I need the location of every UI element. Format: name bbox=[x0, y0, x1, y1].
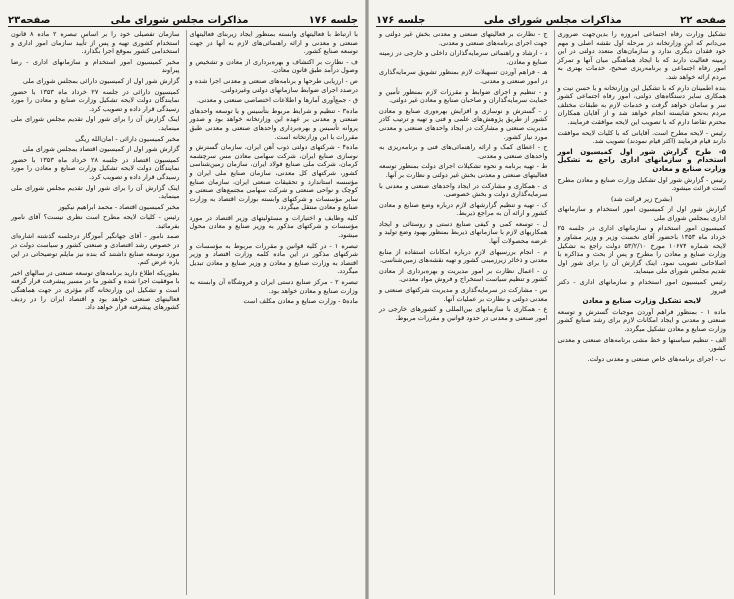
paragraph: س - مشارکت در سرمایه‌گذاری و مدیریت شرکتهای صنعتی و معدنی دولتی و نظارت بر عملیات آنها. bbox=[379, 286, 548, 303]
paragraph: ز - گسترش و نوسازی و افزایش بهره‌وری صنایع و معادن کشور از طریق پژوهش‌های علمی و فنی و تهیه و ترتیب کادر مدیریت صنعتی و مشارکت در ایجاد واحدهای صنعتی و معدنی مورد نیاز کشور. bbox=[379, 106, 548, 141]
paragraph: کمیسیون اقتصاد در جلسه ۲۸ خرداد ماه ۱۳۵۳ با حضور نمایندگان دولت لایحه تشکیل وزارت صنایع و معادن را مورد رسیدگی قرار داده و تصویب کرد. bbox=[11, 155, 180, 181]
paragraph: ماده۵ - وزارت صنایع و معادن مکلف است bbox=[243, 297, 358, 306]
paragraph: سازمان تفصیلی خود را بر اساس تبصره ۲ ماده ۸ قانون استخدام کشوری تهیه و پس از تأیید سازمان امور اداری و استخدامی کشور بموقع اجرا بگذارد. bbox=[11, 30, 180, 56]
paragraph: گزارش شور اول از کمیسیون اقتصاد بمجلس شورای ملی bbox=[22, 145, 180, 154]
left-page-column bbox=[186, 30, 359, 595]
left-page-header bbox=[8, 8, 358, 27]
paragraph: لایحه تشکیل وزارت صنایع و معادن bbox=[582, 297, 702, 306]
paragraph: د - ارشاد و راهنمائی سرمایه‌گذاران داخلی و خارجی در زمینه صنایع و معادن. bbox=[379, 49, 548, 66]
right-page bbox=[368, 0, 734, 599]
paragraph: ط - تهیه برنامه و نحوه تشکیلات اجرای دولت بمنظور توسعه فعالیتهای صنعتی و معدنی بخش غیر دولتی و نظارت بر آنها. bbox=[379, 162, 548, 179]
right-page-columns bbox=[376, 30, 726, 595]
paragraph: ص - ارزیابی طرحها و برنامه‌های صنعتی و معدنی اجرا شده و درصدد اجرای ضوابط سازمانهای دولتی وغیردولتی. bbox=[189, 76, 358, 94]
right-page-number: صفحه ۲۲ bbox=[680, 15, 726, 26]
paragraph: ب - اجرای برنامه‌های خاص صنعتی و معدنی دولت. bbox=[587, 354, 726, 363]
paragraph: تبصره ۲ - مرکز صنایع دستی ایران و فروشگاه آن وابسته به وزارت صنایع و معادن خواهد بود. bbox=[189, 278, 358, 295]
paragraph: ک - تهیه و تنظیم گزارشهای لازم درباره وضع صنایع و معادن کشور و ارائه آن به مراجع ذیربط. bbox=[379, 200, 548, 218]
paragraph: رئیس - گزارش شور اول تشکیل وزارت صنایع و معادن مطرح است قرائت میشود. bbox=[557, 175, 726, 193]
paragraph: ی - همکاری و مشارکت در ایجاد واحدهای صنعتی و معدنی با سرمایه‌گذاری دولت و بخش خصوصی. bbox=[379, 181, 548, 199]
paragraph: ف - نظارت بر اکتشاف و بهره‌برداری از معادن و تشخیص و وصول درآمد طبق قانون معادن. bbox=[189, 57, 358, 75]
paragraph: اینک گزارش آن را برای شور اول تقدیم مجلس شورای ملی مینماید. bbox=[11, 183, 180, 201]
paragraph: مخبر کمیسیون دارائی - امان‌الله ریگی bbox=[75, 134, 180, 143]
paragraph: و - تنظیم و اجرای ضوابط و مقررات لازم بمنظور تأمین و حمایت سرمایه‌گذاران و صاحبان صنایع و معادن غیر دولتی. bbox=[379, 87, 548, 105]
left-session-number: جلسه ۱۷۶ bbox=[308, 15, 358, 26]
right-page-header bbox=[376, 8, 726, 27]
paragraph: صمد نامور - آقای جهانگیر آموزگار درجلسه گذشته اشاره‌ای در خصوص رشد اقتصادی و صنعتی کشور و سیاست دولت در مورد توسعه صنایع داشتند که بنده نیز مایلم توضیحاتی در این باره عرض کنم. bbox=[11, 232, 180, 267]
paragraph: کمیسیون امور استخدام و سازمانهای اداری در جلسه ۲۵ خرداد ماه ۱۳۵۳ باحضور آقای نخست وزیر و وزیر مشاور و لایحه شماره ۱۰۶۷۴ مورخ ۵۳/۲/۱۰ دولت راجع به تشکیل وزارت صنایع و معادن را مطرح و پس از بحث و مذاکره با اصلاحاتی تصویب نمود. اینک گزارش آن را برای شور اول تقدیم مجلس شورای ملی مینماید. bbox=[557, 224, 726, 276]
paragraph: اینک گزارش آن را برای شور اول تقدیم مجلس شورای ملی مینماید. bbox=[11, 115, 180, 132]
paragraph: مخبر کمیسیون امور استخدام و سازمانهای اداری - رضا پیراوند bbox=[11, 57, 180, 75]
paragraph: رئیس - لایحه مطرح است. آقایانی که با کلیات لایحه موافقت دارند قیام فرمایند (اکثر قیام نمودند) تصویب شد. bbox=[557, 128, 726, 146]
paragraph: ج - نظارت بر فعالیتهای صنعتی و معدنی بخش غیر دولتی و جهت اجرای برنامه‌های صنعتی و معدنی. bbox=[379, 30, 548, 47]
paragraph: ق - جمع‌آوری آمارها و اطلاعات اختصاصی صنعتی و معدنی. bbox=[196, 96, 358, 105]
left-page-number: صفحه۲۳ bbox=[8, 15, 51, 26]
left-page-column bbox=[8, 30, 180, 595]
paragraph: مخبر کمیسیون اقتصاد - محمد ابراهیم نیکپور bbox=[58, 202, 180, 211]
paragraph: (بشرح زیر قرائت شد) bbox=[610, 194, 673, 203]
right-page-column bbox=[554, 30, 727, 595]
right-running-title: مذاکرات مجلس شورای ملی bbox=[483, 15, 622, 26]
left-page bbox=[0, 0, 366, 599]
paragraph: کمیسیون دارائی در جلسه ۲۷ خرداد ماه ۱۳۵۳ با حضور نمایندگان دولت لایحه تشکیل وزارت صنایع و معادن را مورد رسیدگی قرار داده و تصویب کرد. bbox=[11, 87, 180, 113]
paragraph: ماده۴ - شرکتهای دولتی ذوب آهن ایران، سازمان گسترش و نوسازی صنایع ایران، شرکت سهامی معادن مس سرچشمه کرمان، شرکت ملی صنایع فولاد ایران، سازمان زمین‌شناسی کشور، شرکتهای کل معدنی، سازمان صنایع ملی ایران و مؤسسه استاندارد و تحقیقات صنعتی ایران، سازمان صنایع کوچک و نواحی صنعتی و شرکت سهامی مجتمع‌های صنعتی و سایر مؤسسات و شرکتهای وابسته بوزارت اقتصاد به وزارت صنایع و معادن منتقل میگردد. bbox=[189, 143, 358, 212]
paragraph: ح - اعطای کمک و ارائه راهنمائی‌های فنی و برنامه‌ریزی به واحدهای صنعتی و معدنی. bbox=[379, 143, 548, 160]
paragraph: ماده ۱ - بمنظور فراهم آوردن موجبات گسترش و توسعه صنعتی و معدنی و ایجاد امکانات لازم برای رشد صنایع کشور وزارت صنایع و معادن تشکیل میگردد. bbox=[557, 307, 726, 333]
left-running-title: مذاکرات مجلس شورای ملی bbox=[110, 15, 249, 26]
paragraph: رئیس کمیسیون امور استخدام و سازمانهای اداری - دکتر فیروز bbox=[557, 278, 726, 295]
paragraph: م - انجام بررسیهای لازم درباره امکانات استفاده از منابع معدنی و ذخائر زیرزمینی کشور و تهیه نقشه‌های زمین‌شناسی. bbox=[379, 247, 548, 265]
right-session-number: جلسه ۱۷۶ bbox=[376, 15, 426, 26]
paragraph: رئیس - کلیات لایحه مطرح است نظری نیست؟ آقای نامور بفرمائید. bbox=[11, 213, 180, 230]
paragraph: ماده۳ - تنظیم و شرایط مربوط بتأسیس و یا توسعه واحدهای صنعتی و معدنی بر عهده این وزارتخانه خواهد بود و صدور پروانه تأسیس و بهره‌برداری واحدهای صنعتی و معدنی طبق مقررات با این وزارتخانه است. bbox=[189, 106, 358, 141]
paragraph: ۵- طرح گزارش شور اول کمیسیون امور استخدام و سازمانهای اداری راجع به تشکیل وزارت صنایع و معادن bbox=[557, 147, 726, 173]
paragraph: بنده اطمینان دارم که با تشکیل این وزارتخانه و با حسن نیت و همکاری سایر دستگاه‌های دولتی، امور رفاه اجتماعی کشور سر و سامان خواهد گرفت و خدمات لازم به طبقات مختلف مردم به‌نحو شایسته انجام خواهد شد و از آقایان همکاران محترم تقاضا دارم که با تصویب این لایحه موافقت فرمایند. bbox=[557, 83, 726, 126]
paragraph: ن - اعمال نظارت بر امور مدیریت و بهره‌برداری از معادن کشور و تنظیم سیاست استخراج و فروش مواد معدنی. bbox=[379, 266, 548, 284]
paragraph: گزارش شور اول از کمیسیون امور استخدام و سازمانهای اداری بمجلس شورای ملی bbox=[557, 205, 726, 222]
paragraph: ع - همکاری با سازمانهای بین‌المللی و کشورهای خارجی در امور صنعتی و معدنی در حدود قوانین و مقررات مربوط. bbox=[379, 305, 548, 322]
paragraph: تشکیل وزارت رفاه اجتماعی امروزه را بدین‌جهت ضروری می‌دانم که این وزارتخانه در مرحله اول نقشه اصلی و مهم خود فقدان دیگری ندارد و سازمان‌های متعدد دولتی در این زمینه فعالیت دارند که با ایجاد هماهنگی میان آنها و تمرکز امور رفاه اجتماعی و برنامه‌ریزی صحیح، خدمات بهتری به مردم ارائه خواهد شد. bbox=[557, 30, 726, 81]
left-page-columns bbox=[8, 30, 358, 595]
paragraph: تبصره ۱ - در کلیه قوانین و مقررات مربوط به مؤسسات و شرکتهای مذکور در این ماده کلمه وزارت اقتصاد و وزیر اقتصاد به وزارت صنایع و معادن و وزیر صنایع و معادن تبدیل میگردد. bbox=[189, 241, 358, 276]
paragraph: با ارتباط با فعالیتهای وابسته بمنظور ایجاد زیربنای فعالیتهای صنعتی و معدنی و ارائه راهنمائی‌های لازم به آنها در جهت توسعه صنایع کشور. bbox=[189, 30, 358, 56]
paragraph: گزارش شور اول از کمیسیون دارائی بمجلس شورای ملی bbox=[22, 76, 180, 85]
paragraph: الف - تنظیم سیاستها و خط مشی برنامه‌های صنعتی و معدنی کشور. bbox=[557, 335, 726, 353]
paragraph: هـ - فراهم آوردن تسهیلات لازم بمنظور تشویق سرمایه‌گذاری در امور صنعتی و معدنی. bbox=[379, 68, 548, 85]
paragraph: کلیه وظایف و اختیارات و مسئولیتهای وزیر اقتصاد در مورد مؤسسات و شرکتهای مذکور به وزیر صنایع و معادن محول میشود. bbox=[189, 213, 358, 240]
paragraph: بطوریکه اطلاع دارید برنامه‌های توسعه صنعتی در سالهای اخیر با موفقیت اجرا شده و کشور ما در مسیر پیشرفت قرار گرفته است و تشکیل این وزارتخانه گام مؤثری در جهت هماهنگی فعالیتهای صنعتی خواهد بود و اقتصاد ایران را در ردیف کشورهای پیشرفته قرار خواهد داد. bbox=[11, 268, 180, 312]
right-page-column bbox=[376, 30, 548, 595]
paragraph: ل - توسعه کمی و کیفی صنایع دستی و روستائی و ایجاد همکاریهای لازم با سازمانهای ذیربط بمنظور بهبود وضع تولید و عرضه محصولات آنها. bbox=[379, 219, 548, 246]
